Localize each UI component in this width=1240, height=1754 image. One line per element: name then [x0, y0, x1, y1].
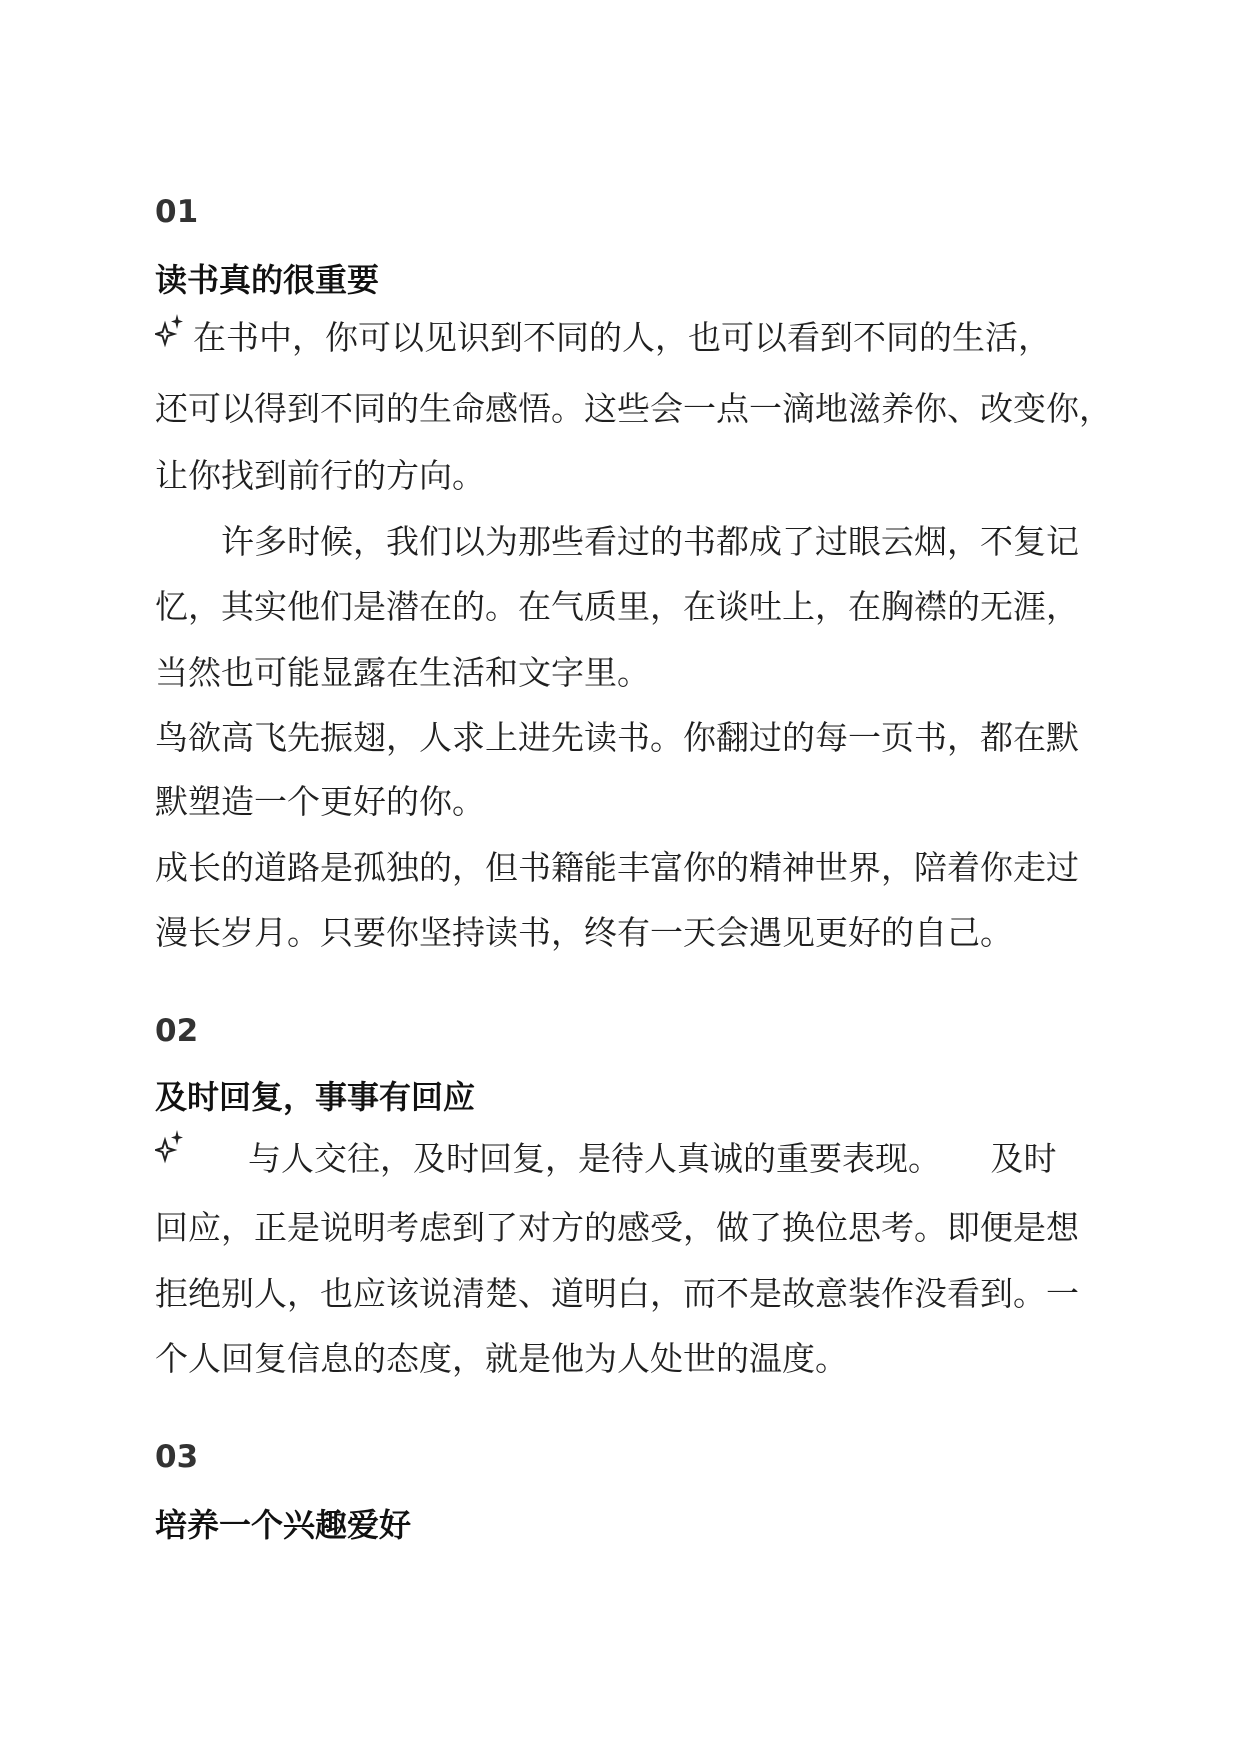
- body-line: 成长的道路是孤独的，但书籍能丰富你的精神世界，陪着你走过: [155, 848, 1079, 887]
- body-line: 漫长岁月。只要你坚持读书，终有一天会遇见更好的自己。: [155, 913, 1013, 952]
- body-line: 忆，其实他们是潜在的。在气质里，在谈吐上，在胸襟的无涯，: [155, 587, 1079, 626]
- sparkle-icon: [155, 312, 189, 350]
- section-number: 03: [155, 1439, 199, 1475]
- section-number: 02: [155, 1013, 199, 1049]
- body-line: 当然也可能显露在生活和文字里。: [155, 653, 650, 692]
- body-line: 鸟欲高飞先振翅，人求上进先读书。你翻过的每一页书，都在默: [155, 718, 1079, 757]
- body-line: 许多时候，我们以为那些看过的书都成了过眼云烟，不复记: [155, 522, 1079, 561]
- section-title: 读书真的很重要: [155, 261, 380, 299]
- body-line: 与人交往，及时回复，是待人真诚的重要表现。 及时: [215, 1139, 1057, 1178]
- section-title: 培养一个兴趣爱好: [155, 1506, 412, 1544]
- body-line: 让你找到前行的方向。: [155, 456, 485, 495]
- sparkle-icon: [155, 1128, 189, 1166]
- body-line: 默塑造一个更好的你。: [155, 782, 485, 821]
- section-title: 及时回复，事事有回应: [155, 1078, 476, 1116]
- body-line: 还可以得到不同的生命感悟。这些会一点一滴地滋养你、改变你，: [155, 389, 1112, 428]
- body-line: 个人回复信息的态度，就是他为人处世的温度。: [155, 1339, 848, 1378]
- body-line: 回应，正是说明考虑到了对方的感受，做了换位思考。即便是想: [155, 1208, 1079, 1247]
- section-number: 01: [155, 194, 199, 230]
- body-line: 在书中，你可以见识到不同的人，也可以看到不同的生活，: [193, 318, 1051, 357]
- body-line: 拒绝别人，也应该说清楚、道明白，而不是故意装作没看到。一: [155, 1274, 1079, 1313]
